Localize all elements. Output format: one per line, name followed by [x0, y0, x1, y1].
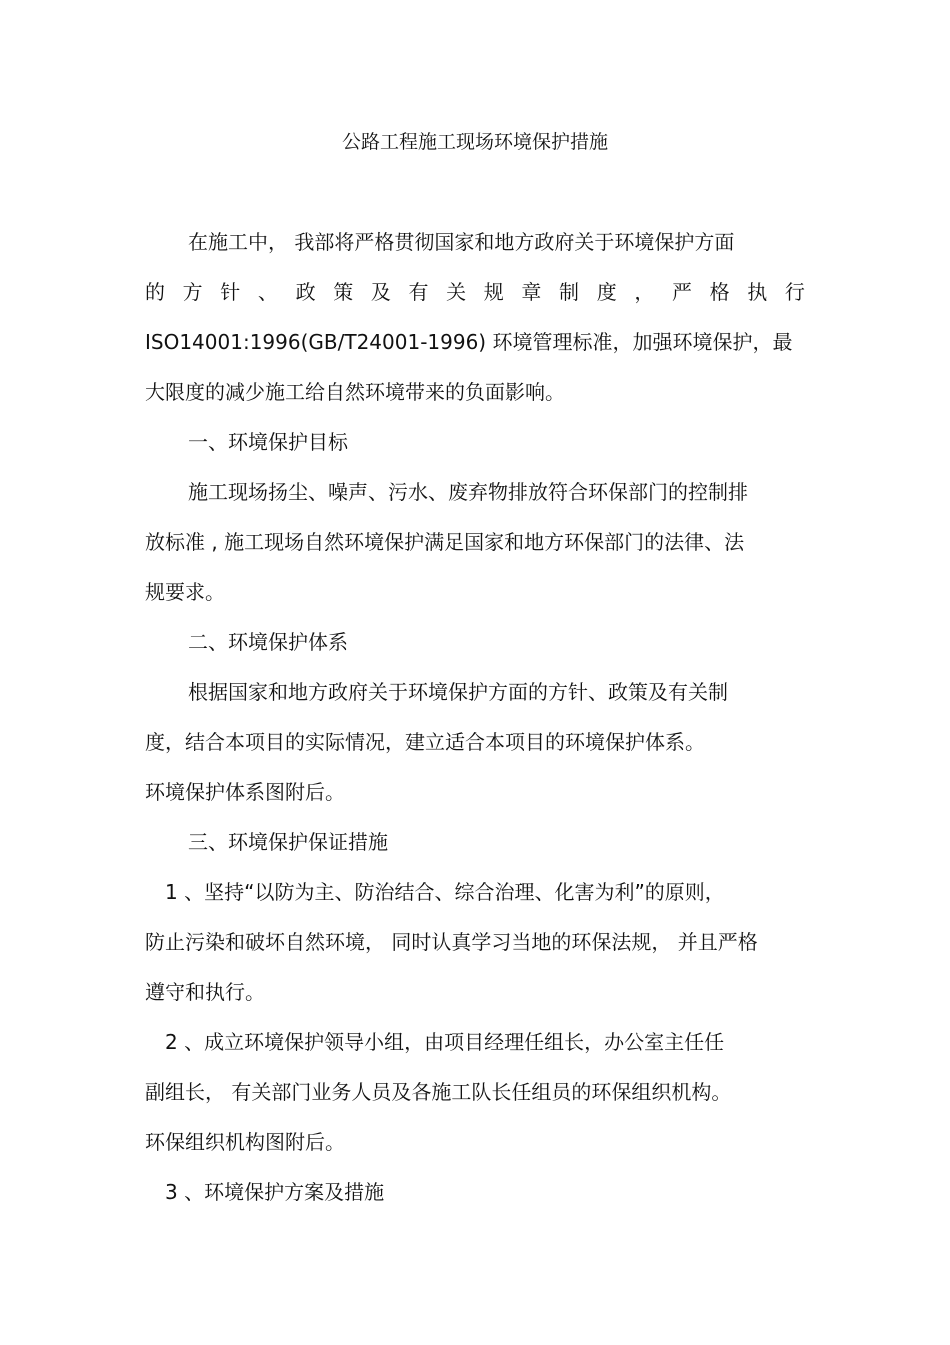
item-2-line-2: 副组长， 有关部门业务人员及各施工队长任组员的环保组织机构。	[145, 1080, 732, 1104]
item-1-line-3: 遵守和执行。	[145, 980, 265, 1004]
intro-line-4: 大限度的减少施工给自然环境带来的负面影响。	[145, 380, 565, 404]
document-title: 公路工程施工现场环境保护措施	[341, 131, 608, 153]
intro-line-3: ISO14001:1996(GB/T24001-1996) 环境管理标准，加强环境保护，最	[145, 330, 793, 354]
section-3-heading: 三、环境保护保证措施	[188, 830, 388, 854]
item-2-line-3: 环保组织机构图附后。	[145, 1130, 345, 1154]
section-2-line-1: 根据国家和地方政府关于环境保护方面的方针、政策及有关制	[188, 680, 728, 704]
section-1-heading: 一、环境保护目标	[188, 430, 348, 454]
intro-line-2: 的 方 针 、 政 策 及 有 关 规 章 制 度 ， 严 格 执 行	[145, 280, 805, 304]
item-2-line-1: 2 、成立环境保护领导小组，由项目经理任组长，办公室主任任	[165, 1030, 725, 1054]
intro-line-1: 在施工中， 我部将严格贯彻国家和地方政府关于环境保护方面	[188, 230, 735, 254]
section-2-heading: 二、环境保护体系	[188, 630, 348, 654]
section-2-line-2: 度，结合本项目的实际情况，建立适合本项目的环境保护体系。	[145, 730, 705, 754]
section-1-line-2: 放标准 , 施工现场自然环境保护满足国家和地方环保部门的法律、法	[145, 530, 745, 554]
section-1-line-3: 规要求。	[145, 580, 225, 604]
item-1-line-2: 防止污染和破坏自然环境， 同时认真学习当地的环保法规， 并且严格	[145, 930, 758, 954]
section-1-line-1: 施工现场扬尘、噪声、污水、废弃物排放符合环保部门的控制排	[188, 480, 748, 504]
item-3-line-1: 3 、环境保护方案及措施	[165, 1180, 385, 1204]
section-2-line-3: 环境保护体系图附后。	[145, 780, 345, 804]
item-1-line-1: 1 、坚持“以防为主、防治结合、综合治理、化害为利”的原则，	[165, 880, 725, 904]
